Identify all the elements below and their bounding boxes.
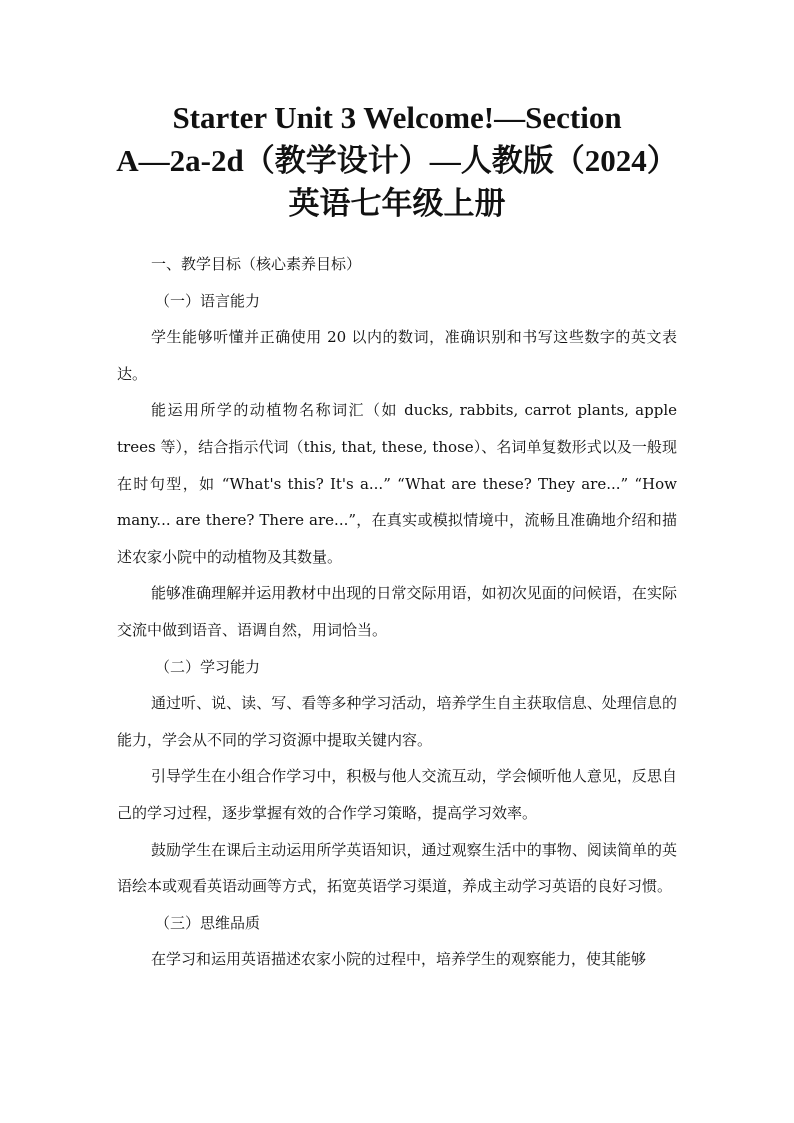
subsection-heading-learning: （二）学习能力 [155,657,261,676]
paragraph: 能运用所学的动植物名称词汇（如 ducks, rabbits, carrot plants, apple trees 等），结合指示代词（this, that, these, those）、名词单复数形式以及一般现在时句型，如 “What's this? It's a...” “What are these? They are...” “How many... are there? There are...”，在真实或模拟情境中，流畅且准确地介绍和描述农家小院中的动植物及其数量。 [117,401,677,566]
title-line-2: A—2a-2d（教学设计）—人教版（2024） [116,143,678,178]
paragraph: 学生能够听懂并正确使用 20 以内的数词，准确识别和书写这些数字的英文表达。 [117,328,677,383]
paragraph: 通过听、说、读、写、看等多种学习活动，培养学生自主获取信息、处理信息的能力，学会从不同的学习资源中提取关键内容。 [117,694,677,749]
title-line-3: 英语七年级上册 [288,186,506,221]
paragraph: 能够准确理解并运用教材中出现的日常交际用语，如初次见面的问候语，在实际交流中做到语音、语调自然，用词恰当。 [117,584,677,639]
paragraph: 鼓励学生在课后主动运用所学英语知识，通过观察生活中的事物、阅读简单的英语绘本或观看英语动画等方式，拓宽英语学习渠道，养成主动学习英语的良好习惯。 [117,840,677,896]
document-body [117,246,677,978]
paragraph: 在学习和运用英语描述农家小院的过程中，培养学生的观察能力，使其能够 [151,950,647,969]
section-heading-goals: 一、教学目标（核心素养目标） [151,255,362,273]
document-title [100,96,694,225]
paragraph: 引导学生在小组合作学习中，积极与他人交流互动，学会倾听他人意见，反思自己的学习过程，逐步掌握有效的合作学习策略，提高学习效率。 [117,767,677,822]
subsection-heading-language: （一）语言能力 [155,291,261,310]
subsection-heading-thinking: （三）思维品质 [155,913,261,932]
title-line-1: Starter Unit 3 Welcome!—Section [172,100,622,135]
